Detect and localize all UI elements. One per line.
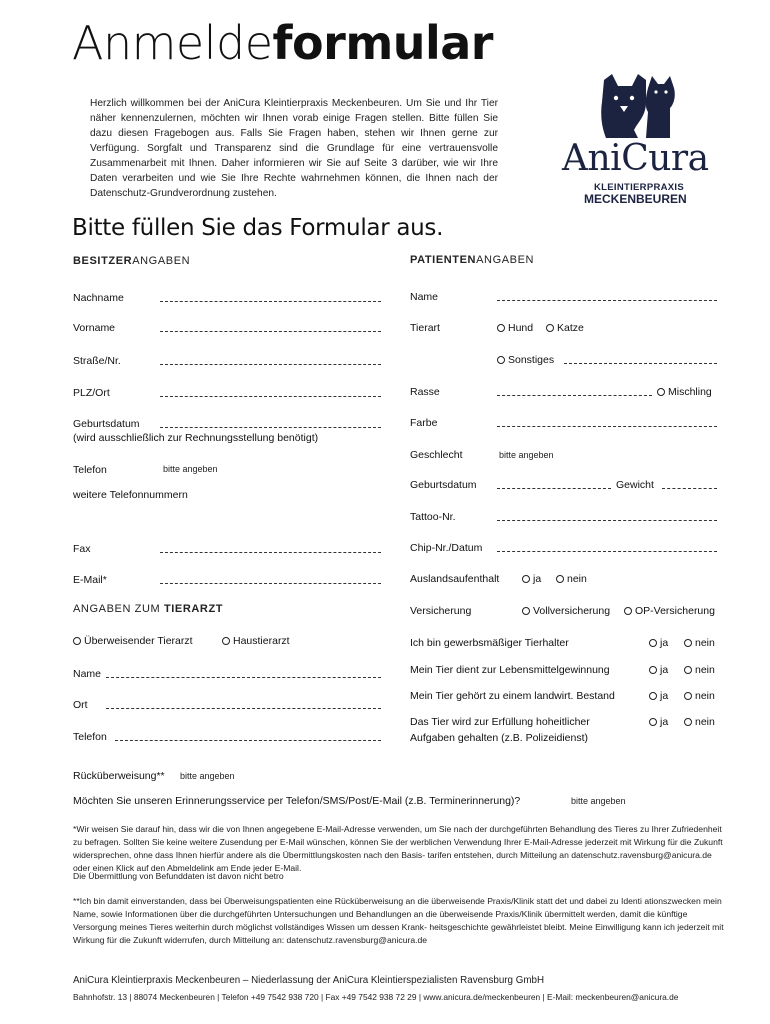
ausland-nein-option[interactable]: nein — [556, 573, 587, 585]
farbe-field[interactable] — [497, 426, 717, 427]
owner-section-heading: BESITZERANGABEN — [73, 255, 191, 267]
vet-name-field[interactable] — [106, 677, 381, 678]
q2-nein-option[interactable]: nein — [684, 664, 715, 676]
footnote-email: *Wir weisen Sie darauf hin, dass wir die von Ihnen angegebene E-Mail-Adresse verwenden, um Sie nach der durchgeführten Behandlung des Tieres zu Ihrer Zufriedenheit zu befragen. Sollten Sie keine weitere Zusendung per E-Mail wünschen, können Sie der werblichen Verwendung Ihrer E-Mail-Adresse jederzeit mit Wirkung für die Zukunft widersprechen, ohne dass Ihnen hierfür andere als die Übermittlungskosten nach den Basis- tarifen entstehen, durch Mitteilung an datenschutz.ravensburg@anicura.de oder einen Klick auf den Abmeldelink am Ende jeder E-Mail. — [73, 824, 723, 873]
vet-ort-field[interactable] — [106, 708, 381, 709]
intro-text: Herzlich willkommen bei der AniCura Kleintierpraxis Meckenbeuren. Um Sie und Ihr Tier näher kennenzulernen, möchten wir Ihnen vorab einige Fragen stellen. Bitte füllen Sie dazu diesen Fragebogen aus. Falls Sie Fragen haben, stehen wir Ihnen gerne zur Verfügung. Sorgfalt und Transparenz sind die Grundlage für eine vertrauensvolle Zusammenarbeit mit Ihnen. Daher informieren wir Sie auf Seite 3 darüber, wie wir Ihre Daten verarbeiten und wie Sie Ihre Rechte wahrnehmen können, die Ihnen nach der Datenschutz-Grundverordnung zustehen. — [90, 98, 498, 199]
strasse-label: Straße/Nr. — [73, 355, 121, 367]
q2-ja-option[interactable]: ja — [649, 664, 668, 676]
tattoo-field[interactable] — [497, 520, 717, 521]
patient-geburtsdatum-field[interactable] — [497, 488, 611, 489]
q1-ja-option[interactable]: ja — [649, 637, 668, 649]
q4-ja-option[interactable]: ja — [649, 716, 668, 728]
radio-icon — [522, 575, 530, 583]
owner-geburtsdatum-field[interactable] — [160, 427, 381, 428]
email-label: E-Mail* — [73, 574, 107, 586]
page-title — [72, 16, 493, 70]
mischling-option[interactable]: Mischling — [657, 386, 712, 398]
ausland-ja-option[interactable]: ja — [522, 573, 541, 585]
tattoo-label: Tattoo-Nr. — [410, 511, 456, 523]
logo-line1: KLEINTIERPRAXIS — [594, 182, 685, 193]
q4-nein-option[interactable]: nein — [684, 716, 715, 728]
radio-icon — [684, 692, 692, 700]
title-bold: formular — [272, 16, 493, 70]
logo-name: AniCura — [562, 138, 709, 179]
op-versicherung-option[interactable]: OP-Versicherung — [624, 605, 715, 617]
q-landwirt-label: Mein Tier gehört zu einem landwirt. Bestand — [410, 690, 615, 702]
rueckueberweisung-value[interactable]: bitte angeben — [180, 771, 235, 781]
nachname-label: Nachname — [73, 292, 124, 304]
footer-contact: Bahnhofstr. 13 | 88074 Meckenbeuren | Telefon +49 7542 938 720 | Fax +49 7542 938 72 29 | www.anicura.de/meckenbeuren | E-Mail: meckenbeuren@anicura.de — [73, 992, 679, 1002]
vollversicherung-option[interactable]: Vollversicherung — [522, 605, 610, 617]
footnote-rueckueberweisung: **Ich bin damit einverstanden, dass bei Überweisungspatienten eine Rücküberweisung an die überweisende Praxis/Klinik statt det und dabei zu Identi ationszwecken mein Name, sowie Informationen über die durchgeführten Untersuchungen und Behandlungen an die überweisende Praxis/Klinik übermittelt werden, damit die künftige Versorgung meines Tieres weiterhin durch möglichst vollständiges Wissen um dessen Krank- heitsgeschichte gewährleistet bleibt. Meine Einwilligung kann ich jederzeit mit Wirkung für die Zukunft widerrufen, durch Mitteilung an: datenschutz.ravensburg@anicura.de — [73, 896, 724, 945]
vet-telefon-field[interactable] — [115, 740, 381, 741]
q-gewerbsmaessig-label: Ich bin gewerbsmäßiger Tierhalter — [410, 637, 569, 649]
versicherung-label: Versicherung — [410, 605, 472, 617]
patient-section-heading: PATIENTENANGABEN — [410, 254, 535, 266]
rueckueberweisung-label: Rücküberweisung** — [73, 770, 165, 782]
fax-label: Fax — [73, 543, 91, 555]
sonstiges-field[interactable] — [564, 363, 717, 364]
footnote-befund: Die Übermittlung von Befunddaten ist davon nicht betro — [73, 871, 284, 881]
radio-icon — [649, 692, 657, 700]
radio-icon — [649, 718, 657, 726]
radio-icon — [73, 637, 81, 645]
patient-name-field[interactable] — [497, 300, 717, 301]
radio-icon — [546, 324, 554, 332]
plz-field[interactable] — [160, 396, 381, 397]
vet-name-label: Name — [73, 668, 102, 680]
vet-option-ueberweisend[interactable]: Überweisender Tierarzt — [73, 635, 193, 647]
radio-icon — [649, 639, 657, 647]
q3-ja-option[interactable]: ja — [649, 690, 668, 702]
farbe-label: Farbe — [410, 417, 438, 429]
radio-icon — [684, 639, 692, 647]
q-hoheitlich-label-2: Aufgaben gehalten (z.B. Polizeidienst) — [410, 732, 589, 744]
nachname-field[interactable] — [160, 301, 381, 302]
email-field[interactable] — [160, 583, 381, 584]
footer-company: AniCura Kleintierpraxis Meckenbeuren – Niederlassung der AniCura Kleintierspezialisten Ravensburg GmbH — [73, 975, 545, 986]
form-subtitle: Bitte füllen Sie das Formular aus. — [72, 215, 444, 241]
telefon-label: Telefon — [73, 464, 107, 476]
gewicht-label: Gewicht — [616, 479, 654, 491]
owner-geburtsdatum-label: Geburtsdatum — [73, 418, 140, 430]
vorname-field[interactable] — [160, 331, 381, 332]
weitere-telefon-label: weitere Telefonnummern — [73, 489, 188, 501]
tierart-label: Tierart — [410, 322, 440, 334]
vet-section-heading: ANGABEN ZUM TIERARZT — [73, 603, 224, 615]
plz-label: PLZ/Ort — [73, 387, 110, 399]
cat-dog-logo-icon — [598, 72, 678, 140]
rasse-field[interactable] — [497, 395, 652, 396]
telefon-value[interactable]: bitte angeben — [163, 464, 218, 474]
radio-icon — [497, 356, 505, 364]
radio-icon — [497, 324, 505, 332]
ausland-label: Auslandsaufenthalt — [410, 573, 500, 585]
q-lebensmittel-label: Mein Tier dient zur Lebensmittelgewinnung — [410, 664, 610, 676]
radio-icon — [684, 666, 692, 674]
patient-geburtsdatum-label: Geburtsdatum — [410, 479, 477, 491]
logo-line2: MECKENBEUREN — [584, 192, 687, 206]
radio-icon — [649, 666, 657, 674]
rasse-label: Rasse — [410, 386, 440, 398]
gewicht-field[interactable] — [662, 488, 717, 489]
vorname-label: Vorname — [73, 322, 116, 334]
radio-icon — [684, 718, 692, 726]
tierart-katze-option[interactable]: Katze — [546, 322, 584, 334]
anicura-logo — [560, 72, 715, 208]
radio-icon — [657, 388, 665, 396]
radio-icon — [222, 637, 230, 645]
radio-icon — [624, 607, 632, 615]
patient-name-label: Name — [410, 291, 439, 303]
radio-icon — [556, 575, 564, 583]
q1-nein-option[interactable]: nein — [684, 637, 715, 649]
geschlecht-label: Geschlecht — [410, 449, 463, 461]
vet-telefon-label: Telefon — [73, 731, 107, 743]
strasse-field[interactable] — [160, 364, 381, 365]
fax-field[interactable] — [160, 552, 381, 553]
q-hoheitlich-label-1: Das Tier wird zur Erfüllung hoheitlicher — [410, 716, 590, 728]
title-light: Anmelde — [72, 16, 273, 70]
q3-nein-option[interactable]: nein — [684, 690, 715, 702]
radio-icon — [522, 607, 530, 615]
chip-field[interactable] — [497, 551, 717, 552]
erinnerung-label: Möchten Sie unseren Erinnerungsservice per Telefon/SMS/Post/E-Mail (z.B. Terminerinnerung)? — [73, 795, 521, 807]
geburtsdatum-note: (wird ausschließlich zur Rechnungsstellung benötigt) — [73, 432, 319, 444]
tierart-sonstiges-option[interactable]: Sonstiges — [497, 354, 554, 366]
erinnerung-value[interactable]: bitte angeben — [571, 796, 626, 806]
vet-ort-label: Ort — [73, 699, 88, 711]
vet-option-haustierarzt[interactable]: Haustierarzt — [222, 635, 290, 647]
tierart-hund-option[interactable]: Hund — [497, 322, 533, 334]
chip-label: Chip-Nr./Datum — [410, 542, 483, 554]
geschlecht-value[interactable]: bitte angeben — [499, 450, 554, 460]
